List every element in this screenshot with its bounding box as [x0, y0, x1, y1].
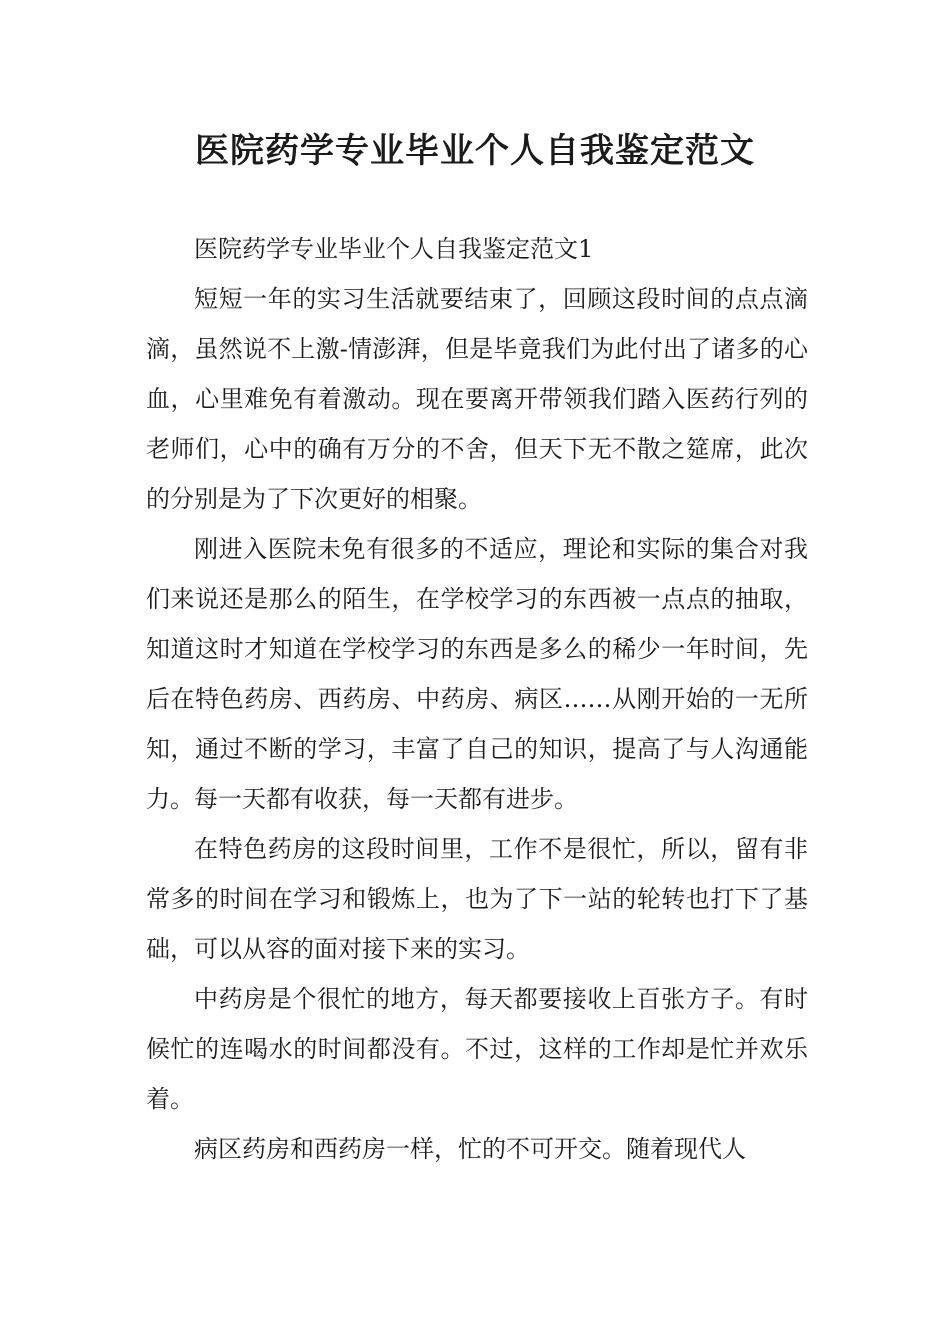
- document-body: [146, 224, 808, 1174]
- paragraph-2: 刚进入医院未免有很多的不适应，理论和实际的集合对我们来说还是那么的陌生，在学校学习的东西被一点点的抽取，知道这时才知道在学校学习的东西是多么的稀少一年时间，先后在特色药房、西药房、中药房、病区……从刚开始的一无所知，通过不断的学习，丰富了自己的知识，提高了与人沟通能力。每一天都有收获，每一天都有进步。: [146, 535, 808, 813]
- paragraph-5: 病区药房和西药房一样，忙的不可开交。随着现代人: [194, 1135, 746, 1163]
- section-subtitle: 医院药学专业毕业个人自我鉴定范文1: [194, 235, 594, 263]
- paragraph-3: 在特色药房的这段时间里，工作不是很忙，所以，留有非常多的时间在学习和锻炼上，也为了下一站的轮转也打下了基础，可以从容的面对接下来的实习。: [146, 835, 808, 963]
- document-title: 医院药学专业毕业个人自我鉴定范文: [195, 131, 755, 171]
- paragraph-1: 短短一年的实习生活就要结束了，回顾这段时间的点点滴滴，虽然说不上激-情澎湃，但是毕竟我们为此付出了诸多的心血，心里难免有着激动。现在要离开带领我们踏入医药行列的老师们，心中的确有万分的不舍，但天下无不散之筵席，此次的分别是为了下次更好的相聚。: [146, 285, 808, 513]
- paragraph-4: 中药房是个很忙的地方，每天都要接收上百张方子。有时候忙的连喝水的时间都没有。不过，这样的工作却是忙并欢乐着。: [146, 985, 808, 1113]
